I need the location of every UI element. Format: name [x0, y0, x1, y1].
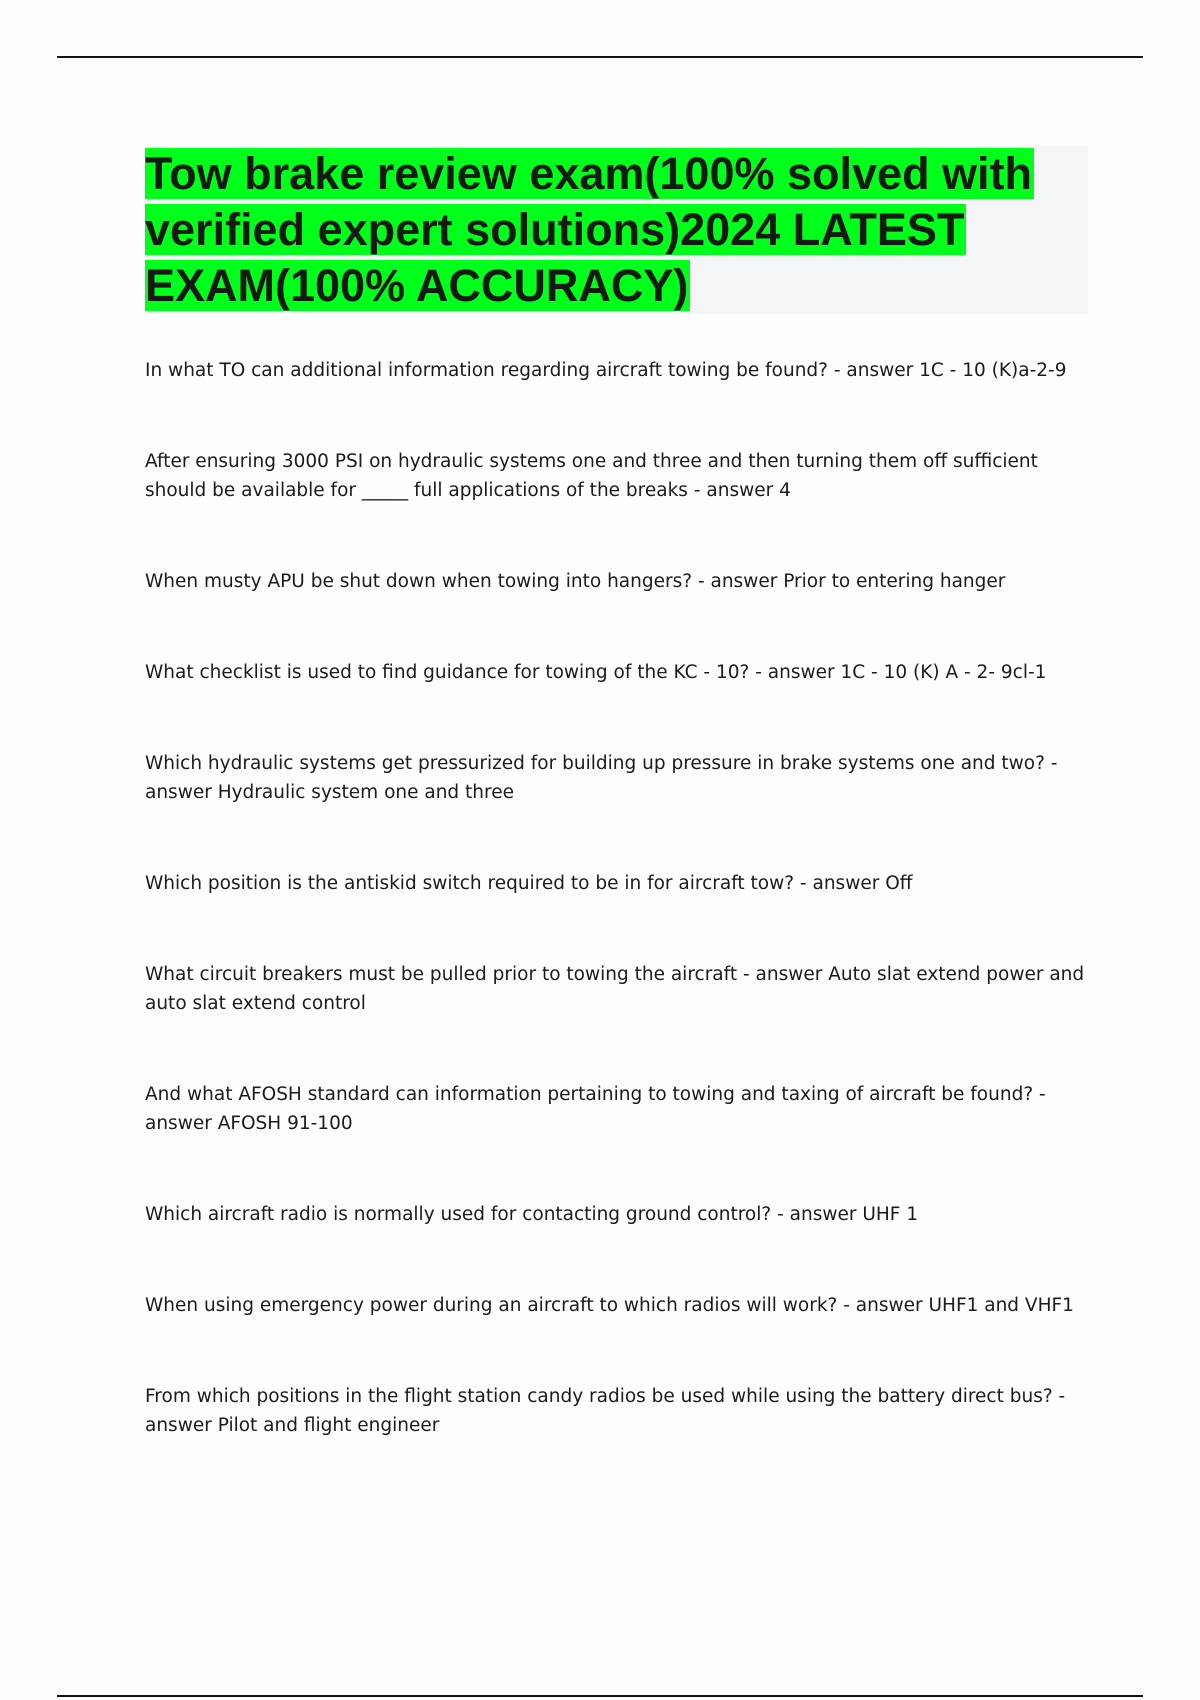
qa-item: Which aircraft radio is normally used for contacting ground control? - answer UHF 1 — [145, 1204, 919, 1225]
qa-item: When musty APU be shut down when towing into hangers? - answer Prior to entering hanger — [145, 571, 1006, 592]
document-title — [145, 146, 1045, 314]
qa-item: Which hydraulic systems get pressurized for building up pressure in brake systems one and two? - answer Hydraulic system one and three — [145, 753, 1058, 803]
top-rule — [57, 56, 1143, 58]
bottom-rule — [57, 1695, 1143, 1697]
qa-item: After ensuring 3000 PSI on hydraulic systems one and three and then turning them off sufficient should be available for _____ full applications of the breaks - answer 4 — [145, 451, 1038, 501]
qa-item: What circuit breakers must be pulled prior to towing the aircraft - answer Auto slat extend power and auto slat extend control — [145, 964, 1085, 1014]
qa-item: From which positions in the flight station candy radios be used while using the battery direct bus? - answer Pilot and flight engineer — [145, 1386, 1066, 1436]
qa-item: When using emergency power during an aircraft to which radios will work? - answer UHF1 and VHF1 — [145, 1295, 1074, 1316]
qa-item: In what TO can additional information regarding aircraft towing be found? - answer 1C - 10 (K)a-2-9 — [145, 360, 1067, 381]
qa-item: What checklist is used to find guidance for towing of the KC - 10? - answer 1C - 10 (K) A - 2- 9cl-1 — [145, 662, 1047, 683]
title-highlight: Tow brake review exam(100% solved with verified expert solutions)2024 LATEST EXAM(100% ACCURACY) — [145, 148, 1033, 311]
qa-item: Which position is the antiskid switch required to be in for aircraft tow? - answer Off — [145, 873, 913, 894]
qa-item: And what AFOSH standard can information pertaining to towing and taxing of aircraft be found? - answer AFOSH 91-100 — [145, 1084, 1046, 1134]
qa-list — [145, 356, 1095, 1502]
